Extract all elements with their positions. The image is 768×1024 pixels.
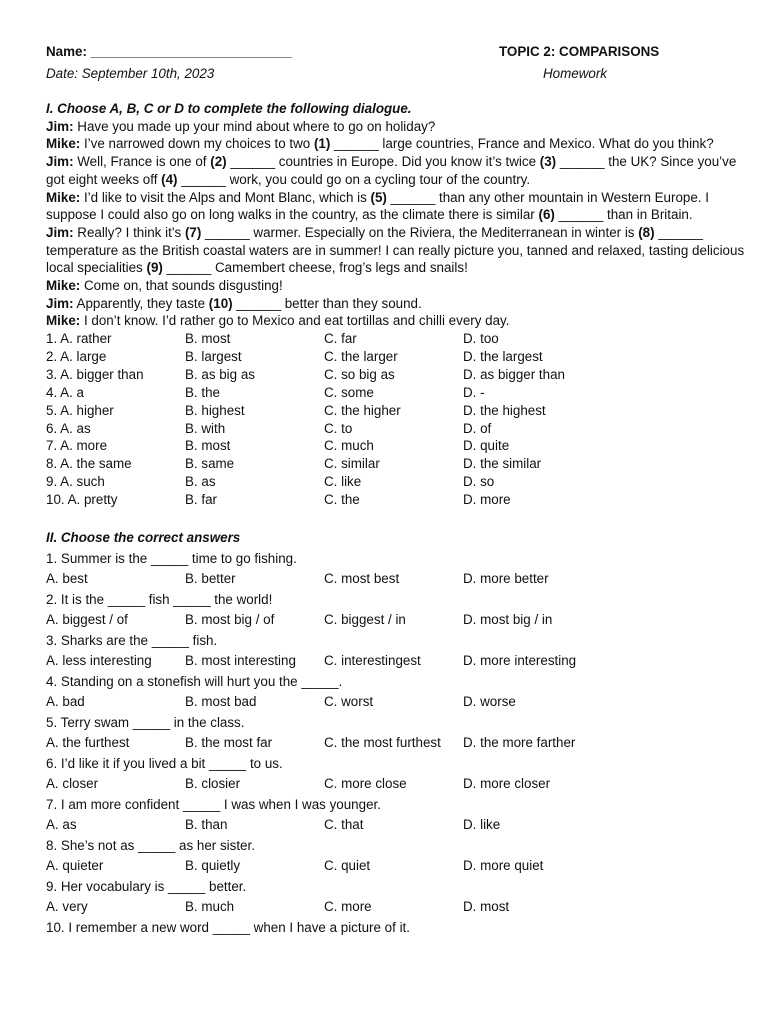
answer-option: 5. A. higher bbox=[46, 402, 114, 418]
option-row bbox=[46, 437, 746, 455]
header-row-2 bbox=[46, 65, 746, 83]
date-line: Date: September 10th, 2023 bbox=[46, 66, 215, 81]
answer-option: A. bad bbox=[46, 694, 85, 710]
answer-option: D. like bbox=[463, 817, 501, 833]
answer-option: C. that bbox=[324, 817, 364, 833]
option-row bbox=[46, 734, 746, 755]
dialogue-text: ______ large countries, France and Mexico. What do you think? bbox=[330, 136, 714, 152]
answer-option: B. highest bbox=[185, 402, 245, 418]
answer-option: C. the bbox=[324, 492, 360, 508]
question-text: 2. It is the _____ fish _____ the world! bbox=[46, 591, 273, 607]
question-text: 4. Standing on a stonefish will hurt you the _____. bbox=[46, 673, 343, 689]
speaker: Jim: bbox=[46, 224, 74, 240]
answer-option: A. quieter bbox=[46, 858, 104, 874]
section2-title: II. Choose the correct answers bbox=[46, 530, 241, 546]
answer-option: D. - bbox=[463, 384, 485, 400]
dialogue-line bbox=[46, 118, 746, 136]
answer-option: D. so bbox=[463, 474, 495, 490]
question-text: 5. Terry swam _____ in the class. bbox=[46, 714, 245, 730]
dialogue-text: ______ work, you could go on a cycling tour of the country. bbox=[177, 171, 531, 187]
dialogue-text: Have you made up your mind about where to go on holiday? bbox=[73, 118, 436, 134]
answer-option: 9. A. such bbox=[46, 474, 105, 490]
option-row bbox=[46, 775, 746, 796]
answer-option: B. much bbox=[185, 899, 235, 915]
dialogue-text: ______ countries in Europe. Did you know it’s twice bbox=[226, 154, 540, 170]
answer-option: B. closier bbox=[185, 776, 241, 792]
speaker: Mike: bbox=[46, 136, 81, 152]
question-text: 9. Her vocabulary is _____ better. bbox=[46, 878, 247, 894]
option-row bbox=[46, 455, 746, 473]
blank-number: (7) bbox=[184, 224, 202, 240]
answer-option: A. biggest / of bbox=[46, 612, 128, 628]
answer-option: 1. A. rather bbox=[46, 331, 112, 347]
answer-option: B. most bad bbox=[185, 694, 257, 710]
speaker: Mike: bbox=[46, 313, 81, 329]
answer-option: D. more better bbox=[463, 571, 549, 587]
homework-label: Homework bbox=[543, 66, 607, 81]
dialogue-line bbox=[46, 189, 746, 224]
answer-option: B. same bbox=[185, 456, 235, 472]
option-row bbox=[46, 693, 746, 714]
answer-option: C. far bbox=[324, 331, 357, 347]
answer-option: B. largest bbox=[185, 349, 242, 365]
answer-option: C. the most furthest bbox=[324, 735, 441, 751]
dialogue-text: Come on, that sounds disgusting! bbox=[80, 278, 283, 294]
answer-option: B. better bbox=[185, 571, 236, 587]
answer-option: 6. A. as bbox=[46, 420, 91, 436]
answer-option: A. the furthest bbox=[46, 735, 130, 751]
blank-number: (5) bbox=[370, 189, 387, 205]
answer-option: B. the most far bbox=[185, 735, 273, 751]
dialogue-text: ______ Camembert cheese, frog’s legs and snails! bbox=[162, 260, 468, 276]
answer-option: C. worst bbox=[324, 694, 374, 710]
question-text: 3. Sharks are the _____ fish. bbox=[46, 632, 218, 648]
answer-option: D. the highest bbox=[463, 402, 546, 418]
answer-option: D. most big / in bbox=[463, 612, 553, 628]
answer-option: D. the more farther bbox=[463, 735, 576, 751]
answer-option: D. more quiet bbox=[463, 858, 544, 874]
answer-option: B. most interesting bbox=[185, 653, 296, 669]
dialogue-text: ______ than in Britain. bbox=[554, 207, 693, 223]
section1-title: I. Choose A, B, C or D to complete the following dialogue. bbox=[46, 101, 412, 116]
speaker: Mike: bbox=[46, 189, 81, 205]
answer-option: B. than bbox=[185, 817, 228, 833]
option-row bbox=[46, 348, 746, 366]
answer-option: D. the similar bbox=[463, 456, 542, 472]
answer-option: C. the larger bbox=[324, 349, 398, 365]
dialogue-text: I’ve narrowed down my choices to two bbox=[80, 136, 314, 152]
answer-option: D. too bbox=[463, 331, 499, 347]
option-row bbox=[46, 491, 746, 509]
answer-option: C. more bbox=[324, 899, 372, 915]
option-row bbox=[46, 652, 746, 673]
answer-option: A. less interesting bbox=[46, 653, 152, 669]
dialogue-line bbox=[46, 295, 746, 313]
answer-option: 3. A. bigger than bbox=[46, 366, 144, 382]
answer-option: 7. A. more bbox=[46, 438, 108, 454]
answer-option: 10. A. pretty bbox=[46, 492, 118, 508]
blank-number: (10) bbox=[208, 295, 233, 311]
answer-option: D. the largest bbox=[463, 349, 543, 365]
question-text: 7. I am more confident _____ I was when I was younger. bbox=[46, 796, 381, 812]
question-text: 6. I’d like it if you lived a bit _____ to us. bbox=[46, 755, 283, 771]
option-row bbox=[46, 473, 746, 491]
answer-option: C. interestingest bbox=[324, 653, 421, 669]
answer-option: B. the bbox=[185, 384, 220, 400]
option-row bbox=[46, 420, 746, 438]
answer-option: B. most bbox=[185, 331, 231, 347]
answer-option: D. most bbox=[463, 899, 510, 915]
dialogue bbox=[46, 118, 746, 330]
option-row bbox=[46, 366, 746, 384]
answer-option: B. most big / of bbox=[185, 612, 275, 628]
blank-number: (3) bbox=[539, 154, 557, 170]
dialogue-text: Apparently, they taste bbox=[73, 295, 209, 311]
option-row bbox=[46, 570, 746, 591]
answer-option: C. some bbox=[324, 384, 374, 400]
dialogue-line bbox=[46, 153, 746, 188]
header-row-1 bbox=[46, 43, 746, 61]
dialogue-text: ______ than any other mountain in Western Europe. I suppose I could also go on long walks in the country, as the climate there is similar bbox=[46, 189, 709, 223]
answer-option: B. most bbox=[185, 438, 231, 454]
answer-option: C. similar bbox=[324, 456, 380, 472]
answer-option: D. more interesting bbox=[463, 653, 577, 669]
dialogue-line bbox=[46, 312, 746, 330]
answer-option: C. more close bbox=[324, 776, 407, 792]
answer-option: C. much bbox=[324, 438, 374, 454]
answer-option: C. the higher bbox=[324, 402, 401, 418]
answer-option: D. more bbox=[463, 492, 511, 508]
option-row bbox=[46, 384, 746, 402]
answer-option: B. as big as bbox=[185, 366, 255, 382]
answer-option: 8. A. the same bbox=[46, 456, 132, 472]
answer-option: A. very bbox=[46, 899, 88, 915]
speaker: Jim: bbox=[46, 118, 74, 134]
answer-option: A. closer bbox=[46, 776, 99, 792]
answer-option: 4. A. a bbox=[46, 384, 84, 400]
question-text: 1. Summer is the _____ time to go fishing. bbox=[46, 550, 297, 566]
answer-option: C. so big as bbox=[324, 366, 395, 382]
answer-option: C. biggest / in bbox=[324, 612, 406, 628]
option-row bbox=[46, 402, 746, 420]
blank-number: (4) bbox=[161, 171, 178, 187]
answer-option: D. of bbox=[463, 420, 492, 436]
blank-number: (6) bbox=[538, 207, 555, 223]
dialogue-line bbox=[46, 224, 746, 277]
question-text: 8. She’s not as _____ as her sister. bbox=[46, 837, 255, 853]
answer-option: B. quietly bbox=[185, 858, 241, 874]
dialogue-line bbox=[46, 135, 746, 153]
option-row bbox=[46, 330, 746, 348]
answer-option: B. as bbox=[185, 474, 216, 490]
answer-option: D. worse bbox=[463, 694, 516, 710]
name-label: Name: bbox=[46, 44, 87, 59]
question-text: 10. I remember a new word _____ when I have a picture of it. bbox=[46, 919, 410, 935]
answer-option: D. as bigger than bbox=[463, 366, 565, 382]
answer-option: A. as bbox=[46, 817, 77, 833]
speaker: Jim: bbox=[46, 154, 74, 170]
option-row bbox=[46, 898, 746, 919]
answer-option: B. with bbox=[185, 420, 226, 436]
dialogue-text: I don’t know. I’d rather go to Mexico and eat tortillas and chilli every day. bbox=[80, 313, 510, 329]
section2-questions bbox=[46, 550, 746, 940]
topic-title: TOPIC 2: COMPARISONS bbox=[499, 44, 660, 59]
blank-number: (1) bbox=[313, 136, 331, 152]
name-blank: ___________________________ bbox=[90, 44, 292, 59]
answer-option: D. more closer bbox=[463, 776, 551, 792]
dialogue-line bbox=[46, 277, 746, 295]
blank-number: (9) bbox=[146, 260, 163, 276]
answer-option: C. like bbox=[324, 474, 362, 490]
answer-option: 2. A. large bbox=[46, 349, 107, 365]
answer-option: C. quiet bbox=[324, 858, 371, 874]
section1-options bbox=[46, 330, 746, 509]
option-row bbox=[46, 857, 746, 878]
dialogue-text: ______ the UK? Since you’ve got eight weeks off bbox=[46, 154, 737, 187]
answer-option: C. most best bbox=[324, 571, 400, 587]
speaker: Jim: bbox=[46, 295, 74, 311]
answer-option: B. far bbox=[185, 492, 217, 508]
dialogue-text: ______ better than they sound. bbox=[232, 295, 422, 311]
answer-option: C. to bbox=[324, 420, 353, 436]
option-row bbox=[46, 816, 746, 837]
dialogue-text: Well, France is one of bbox=[73, 154, 211, 170]
blank-number: (2) bbox=[210, 154, 227, 170]
dialogue-text: ______ temperature as the British coastal waters are in summer! I can really picture you, tanned and relaxed, tasting delicious local specialities bbox=[46, 224, 745, 276]
answer-option: D. quite bbox=[463, 438, 510, 454]
option-row bbox=[46, 611, 746, 632]
dialogue-text: ______ warmer. Especially on the Riviera, the Mediterranean in winter is bbox=[201, 224, 639, 240]
blank-number: (8) bbox=[638, 224, 655, 240]
dialogue-text: Really? I think it’s bbox=[73, 224, 185, 240]
dialogue-text: I’d like to visit the Alps and Mont Blanc, which is bbox=[80, 189, 371, 205]
answer-option: A. best bbox=[46, 571, 88, 587]
speaker: Mike: bbox=[46, 278, 81, 294]
